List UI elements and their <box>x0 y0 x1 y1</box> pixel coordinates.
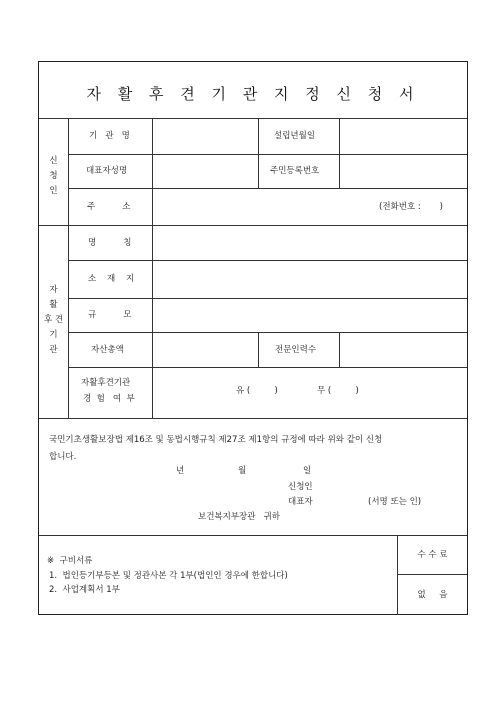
date-year-label: 년 <box>176 466 185 476</box>
representative-name-label: 대표자성명 <box>86 166 128 176</box>
location-field[interactable] <box>153 261 467 298</box>
address-label: 주 소 <box>87 202 131 212</box>
org-name-label: 기 관 명 <box>89 131 130 141</box>
fee-column-divider <box>397 535 398 615</box>
mid-column-divider <box>258 118 259 188</box>
phone-label: (전화번호 : ) <box>379 202 443 212</box>
agency-name-label: 명 칭 <box>88 238 132 248</box>
date-month-label: 월 <box>238 466 247 476</box>
experience-no-option[interactable]: 무 ( ) <box>317 386 359 396</box>
expert-staff-label: 전문인력수 <box>275 345 317 355</box>
applicant-group-label <box>39 154 68 199</box>
group-label-char: 활 <box>49 300 58 310</box>
total-assets-field[interactable] <box>153 333 258 367</box>
fee-label: 수 수 료 <box>417 550 448 560</box>
fee-divider <box>397 574 467 575</box>
group-label-char: 청 <box>49 171 58 181</box>
group-label-char: 인 <box>49 186 58 196</box>
scale-field[interactable] <box>153 299 467 332</box>
agency-group-label <box>39 283 68 358</box>
experience-yes-option[interactable]: 유 ( ) <box>236 386 278 396</box>
mid-column-divider <box>258 332 259 367</box>
org-name-field[interactable] <box>153 119 258 154</box>
representative-name-field[interactable] <box>153 155 258 188</box>
section-divider <box>39 418 467 419</box>
declaration-text-line2: 합니다. <box>49 452 77 462</box>
fee-value: 없 음 <box>417 590 448 600</box>
agency-name-field[interactable] <box>153 226 467 260</box>
established-date-label: 설립년월일 <box>274 131 316 141</box>
required-document-item: 1. 법인등기부등본 및 정관사본 각 1부(법인인 경우에 한합니다) <box>49 571 288 581</box>
experience-label-line1: 자활후견기관 <box>81 378 131 388</box>
group-label-char: 관 <box>49 345 58 355</box>
declaration-text-line1: 국민기초생활보장법 제16조 및 동법시행규칙 제27조 제1항의 규정에 따라 위와 같이 신청 <box>49 435 383 445</box>
form-title: 자 활 후 견 기 관 지 정 신 청 서 <box>86 85 420 103</box>
group-column-divider <box>68 118 69 418</box>
expert-staff-field[interactable] <box>340 333 467 367</box>
experience-label-line2: 경 험 여 부 <box>83 394 135 404</box>
signer-representative-label: 대표자 <box>288 497 313 507</box>
location-label: 소 재 지 <box>88 274 135 284</box>
group-label-char: 신 <box>49 156 58 166</box>
row-divider <box>68 367 467 368</box>
application-form <box>38 61 468 615</box>
group-label-char: 후 견 <box>43 315 64 325</box>
total-assets-label: 자산총액 <box>91 345 124 355</box>
required-documents-header: ※ 구비서류 <box>47 556 93 566</box>
scale-label: 규 모 <box>88 310 132 320</box>
section-divider <box>39 535 467 536</box>
date-day-label: 일 <box>303 466 312 476</box>
resident-number-label: 주민등록번호 <box>270 166 320 176</box>
addressee-label: 보건복지부장관 귀하 <box>198 512 281 522</box>
group-label-char: 자 <box>49 285 58 295</box>
required-document-item: 2. 사업계획서 1부 <box>49 585 120 595</box>
signer-applicant-label: 신청인 <box>288 482 313 492</box>
established-date-field[interactable] <box>340 119 467 154</box>
signature-label: (서명 또는 인) <box>368 497 422 507</box>
group-label-char: 기 <box>49 330 58 340</box>
resident-number-field[interactable] <box>340 155 467 188</box>
